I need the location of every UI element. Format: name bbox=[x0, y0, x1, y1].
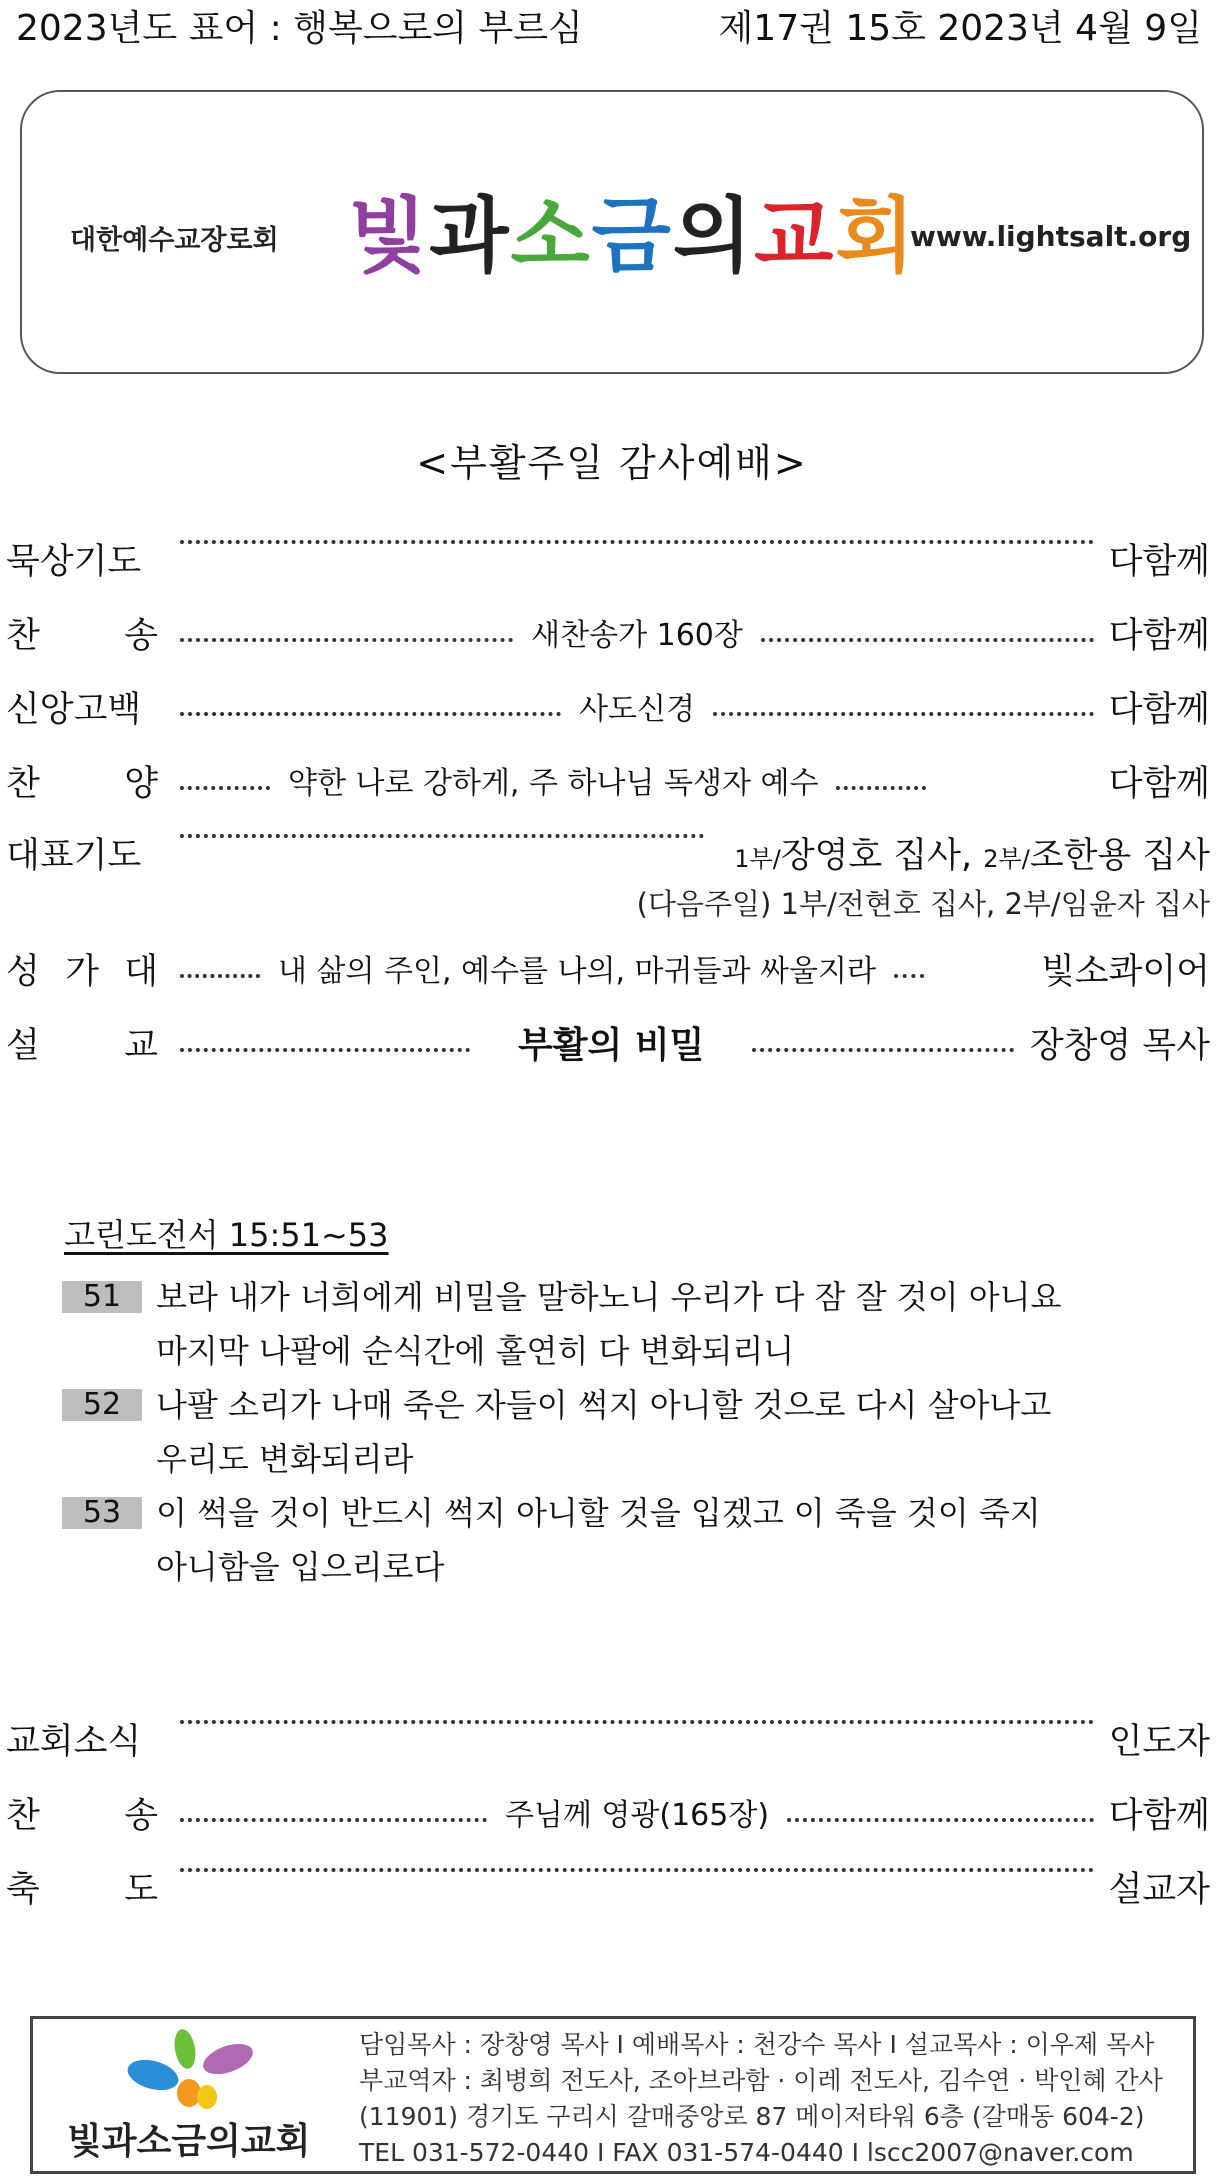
logo-char: 금 bbox=[591, 188, 673, 284]
service-part-prefix: 1부/ bbox=[734, 845, 781, 873]
leader-dots-line bbox=[894, 974, 924, 978]
sermon-title: 부활의 비밀 bbox=[518, 1025, 705, 1066]
logo-char: 빛 bbox=[348, 188, 430, 284]
order-content: 사도신경 bbox=[579, 692, 695, 727]
service-part-prefix: 2부/ bbox=[983, 845, 1030, 873]
verse-number: 53 bbox=[62, 1497, 142, 1529]
order-content: 내 삶의 주인, 예수를 나의, 마귀들과 싸울지라 bbox=[278, 954, 876, 989]
leader-dots-line bbox=[761, 638, 1094, 642]
leader-dots-line bbox=[713, 712, 1094, 716]
order-item-silent-prayer bbox=[0, 532, 1224, 592]
order-responsible: 설교자 bbox=[1108, 1870, 1210, 1910]
leader-dots bbox=[180, 680, 1094, 740]
order-responsible: 다함께 bbox=[1108, 690, 1210, 730]
order-item-choir bbox=[0, 942, 1224, 1002]
order-content: 새찬송가 160장 bbox=[531, 618, 743, 653]
verse-line: 아니함을 입으리로다 bbox=[156, 1548, 445, 1586]
order-responsible: 장창영 목사 bbox=[1029, 1026, 1210, 1066]
leader-dots-line bbox=[180, 1048, 470, 1052]
label-char: 가 bbox=[65, 952, 99, 992]
leader-dots-line bbox=[180, 834, 704, 838]
order-responsible: 다함께 bbox=[1108, 1796, 1210, 1836]
leader-dots-line bbox=[180, 786, 270, 790]
order-content: 주님께 영광(165장) bbox=[504, 1798, 770, 1833]
leader-dots-line bbox=[180, 712, 561, 716]
footer-church-name: 빛과소금의교회 bbox=[67, 2120, 311, 2162]
church-info-footer bbox=[30, 2016, 1196, 2174]
verse-text bbox=[156, 1378, 1156, 1486]
order-responsible: 다함께 bbox=[1108, 764, 1210, 804]
order-item-benediction bbox=[0, 1860, 1224, 1920]
order-label-spaced bbox=[6, 1860, 158, 1920]
order-label: 대표기도 bbox=[6, 836, 142, 876]
leader-dots bbox=[180, 942, 1024, 1002]
order-item-sermon bbox=[0, 1016, 1224, 1076]
service-title: <부활주일 감사예배> bbox=[416, 441, 808, 485]
logo-char: 교 bbox=[754, 188, 836, 284]
leader-dots bbox=[180, 826, 704, 838]
pastor-line: 담임목사 : 장창영 목사 I 예배목사 : 천강수 목사 I 설교목사 : 이우제 목사 bbox=[359, 2030, 1155, 2059]
order-label: 묵상기도 bbox=[6, 542, 142, 582]
leader-dots bbox=[180, 754, 1094, 814]
verse-line: 우리도 변화되리라 bbox=[156, 1440, 414, 1478]
label-char: 축 bbox=[6, 1870, 40, 1910]
scripture-reference: 고린도전서 15:51~53 bbox=[64, 1216, 389, 1254]
leader-dots-line bbox=[180, 638, 513, 642]
label-char: 송 bbox=[124, 1796, 158, 1836]
order-responsible: 빛소콰이어 bbox=[1040, 952, 1210, 992]
order-responsible: 다함께 bbox=[1108, 616, 1210, 656]
label-char: 설 bbox=[6, 1026, 40, 1066]
logo-char: 소 bbox=[510, 188, 592, 284]
address-line: (11901) 경기도 구리시 갈매중앙로 87 메이저타워 6층 (갈매동 604-2) bbox=[359, 2102, 1145, 2131]
prayer-leaders bbox=[734, 826, 1210, 889]
denomination-label: 대한예수교장로회 bbox=[70, 225, 279, 256]
label-char: 대 bbox=[124, 952, 158, 992]
order-responsible: 인도자 bbox=[1108, 1722, 1210, 1762]
leader-dots bbox=[180, 1786, 1094, 1846]
label-char: 송 bbox=[124, 616, 158, 656]
logo-char: 회 bbox=[835, 188, 917, 284]
year-motto: 2023년도 표어 : 행복으로의 부르심 bbox=[16, 8, 583, 49]
label-char: 교 bbox=[124, 1026, 158, 1066]
order-label-spaced bbox=[6, 1786, 158, 1846]
prayer-leader-2: 조한용 집사 bbox=[1029, 836, 1210, 876]
contact-line[interactable]: TEL 031-572-0440 I FAX 031-574-0440 I lscc2007@naver.com bbox=[359, 2138, 1134, 2167]
order-label: 교회소식 bbox=[6, 1722, 142, 1762]
order-label-spaced bbox=[6, 1016, 158, 1076]
church-banner bbox=[20, 90, 1204, 374]
verse-line: 마지막 나팔에 순식간에 홀연히 다 변화되리니 bbox=[156, 1332, 795, 1370]
church-flower-logo-icon bbox=[123, 2027, 273, 2115]
order-label-spaced bbox=[6, 942, 158, 1002]
verse-line: 보라 내가 너희에게 비밀을 말하노니 우리가 다 잠 잘 것이 아니요 bbox=[156, 1278, 1062, 1316]
verse-line: 이 썩을 것이 반드시 썩지 아니할 것을 입겠고 이 죽을 것이 죽지 bbox=[156, 1494, 1041, 1532]
leader-dots bbox=[180, 1712, 1094, 1724]
label-char: 찬 bbox=[6, 1796, 40, 1836]
next-week-prayer: (다음주일) 1부/전현호 집사, 2부/임윤자 집사 bbox=[636, 887, 1210, 921]
logo-char: 과 bbox=[429, 188, 511, 284]
order-content: 약한 나로 강하게, 주 하나님 독생자 예수 bbox=[288, 766, 819, 801]
label-char: 양 bbox=[124, 764, 158, 804]
verse-line: 나팔 소리가 나매 죽은 자들이 썩지 아니할 것으로 다시 살아나고 bbox=[156, 1386, 1052, 1424]
leader-dots-line bbox=[752, 1048, 1014, 1052]
leader-dots-line bbox=[180, 1868, 1094, 1872]
verse-number: 51 bbox=[62, 1281, 142, 1313]
prayer-leader-1: 장영호 집사, bbox=[780, 836, 973, 876]
label-char: 도 bbox=[124, 1870, 158, 1910]
order-item-church-news bbox=[0, 1712, 1224, 1772]
label-char: 성 bbox=[6, 952, 40, 992]
order-item-praise bbox=[0, 754, 1224, 814]
order-item-representative-prayer bbox=[0, 826, 1224, 886]
order-item-hymn bbox=[0, 606, 1224, 666]
leader-dots-line bbox=[836, 786, 926, 790]
logo-char: 의 bbox=[672, 188, 755, 284]
order-item-closing-hymn bbox=[0, 1786, 1224, 1846]
footer-info bbox=[359, 2027, 1163, 2171]
leader-dots bbox=[180, 532, 1094, 544]
leader-dots-line bbox=[180, 540, 1094, 544]
staff-line: 부교역자 : 최병희 전도사, 조아브라함 · 이레 전도사, 김수연 · 박인혜 간사 bbox=[359, 2066, 1163, 2095]
label-char: 찬 bbox=[6, 616, 40, 656]
leader-dots-line bbox=[180, 1720, 1094, 1724]
bulletin-header bbox=[0, 4, 1224, 54]
leader-dots-line bbox=[180, 974, 260, 978]
verse-text bbox=[156, 1270, 1156, 1378]
order-label-spaced bbox=[6, 606, 158, 666]
verse-number: 52 bbox=[62, 1389, 142, 1421]
leader-dots bbox=[180, 606, 1094, 666]
website-url[interactable]: www.lightsalt.org bbox=[910, 220, 1192, 253]
leader-dots bbox=[180, 1016, 1014, 1076]
order-label-spaced bbox=[6, 754, 158, 814]
order-label: 신앙고백 bbox=[6, 690, 142, 730]
leader-dots bbox=[180, 1860, 1094, 1872]
issue-date: 제17권 15호 2023년 4월 9일 bbox=[718, 8, 1202, 49]
order-responsible: 다함께 bbox=[1108, 542, 1210, 582]
leader-dots-line bbox=[787, 1818, 1094, 1822]
verse-text bbox=[156, 1486, 1156, 1594]
label-char: 찬 bbox=[6, 764, 40, 804]
church-logo-text bbox=[348, 186, 917, 286]
order-item-creed bbox=[0, 680, 1224, 740]
leader-dots-line bbox=[180, 1818, 487, 1822]
